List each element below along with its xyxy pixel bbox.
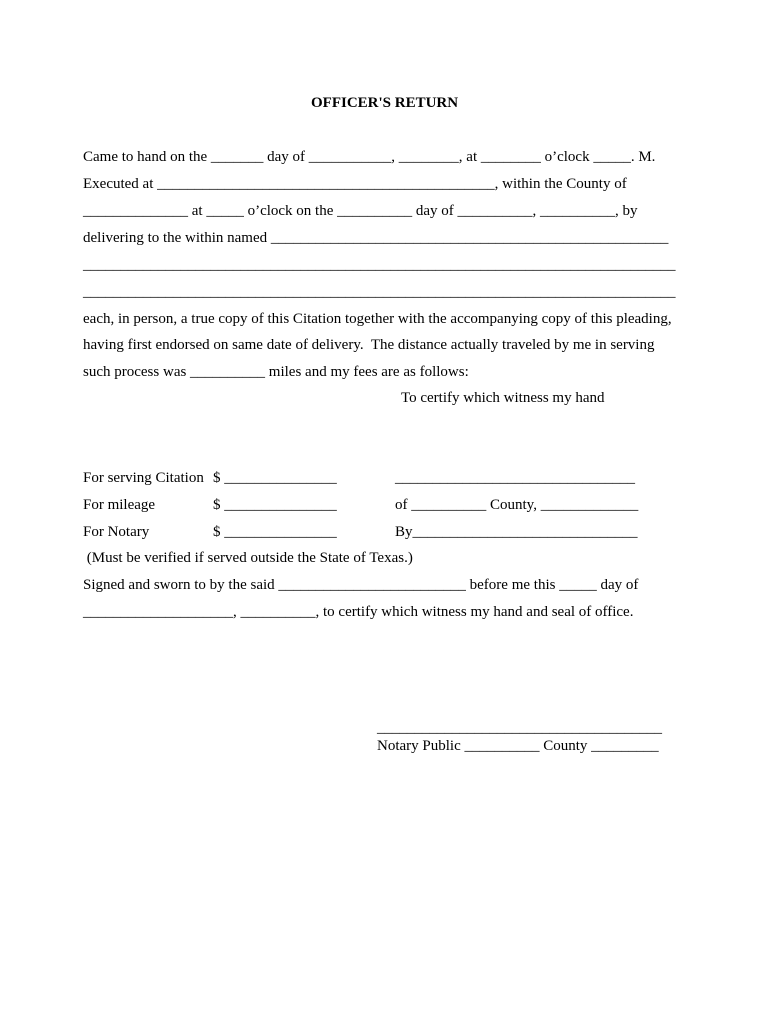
deputy-by-line: By______________________________ bbox=[395, 524, 638, 540]
fee-label: For serving Citation bbox=[83, 470, 204, 486]
officer-county-line: of __________ County, _____________ bbox=[395, 497, 639, 513]
executed-at-line: Executed at _____________________________________________, within the County of bbox=[83, 176, 627, 192]
signed-sworn-line: Signed and sworn to by the said _________________________ before me this _____ day of bbox=[83, 577, 639, 593]
form-title: OFFICER'S RETURN bbox=[311, 95, 459, 111]
blank-line-2: _______________________________________________________________________________ bbox=[83, 284, 676, 300]
miles-fees-line: such process was __________ miles and my fees are as follows: bbox=[83, 364, 469, 380]
fee-amount: $ _______________ bbox=[213, 497, 337, 513]
came-to-hand-line: Came to hand on the _______ day of ___________, ________, at ________ o’clock _____. M. bbox=[83, 149, 656, 165]
oclock-date-line: ______________ at _____ o’clock on the __________ day of __________, __________, by bbox=[83, 203, 638, 219]
distance-line: having first endorsed on same date of delivery. The distance actually traveled by me in serving bbox=[83, 337, 655, 353]
fee-amount: $ _______________ bbox=[213, 524, 337, 540]
true-copy-line: each, in person, a true copy of this Citation together with the accompanying copy of this pleading, bbox=[83, 311, 672, 327]
fee-amount: $ _______________ bbox=[213, 470, 337, 486]
officer-signature-line: ________________________________ bbox=[395, 470, 635, 486]
notary-public-label: Notary Public __________ County _________ bbox=[377, 738, 659, 754]
fee-label: For mileage bbox=[83, 497, 156, 513]
notary-signature-line: ______________________________________ bbox=[377, 720, 662, 736]
blank-line-1: _______________________________________________________________________________ bbox=[83, 257, 676, 273]
delivering-to-line: delivering to the within named _____________________________________________________ bbox=[83, 230, 669, 246]
certify-witness-line: To certify which witness my hand bbox=[401, 390, 605, 406]
fee-label: For Notary bbox=[83, 524, 150, 540]
verification-note: (Must be verified if served outside the State of Texas.) bbox=[83, 550, 413, 566]
seal-of-office-line: ____________________, __________, to certify which witness my hand and seal of office. bbox=[83, 604, 634, 620]
